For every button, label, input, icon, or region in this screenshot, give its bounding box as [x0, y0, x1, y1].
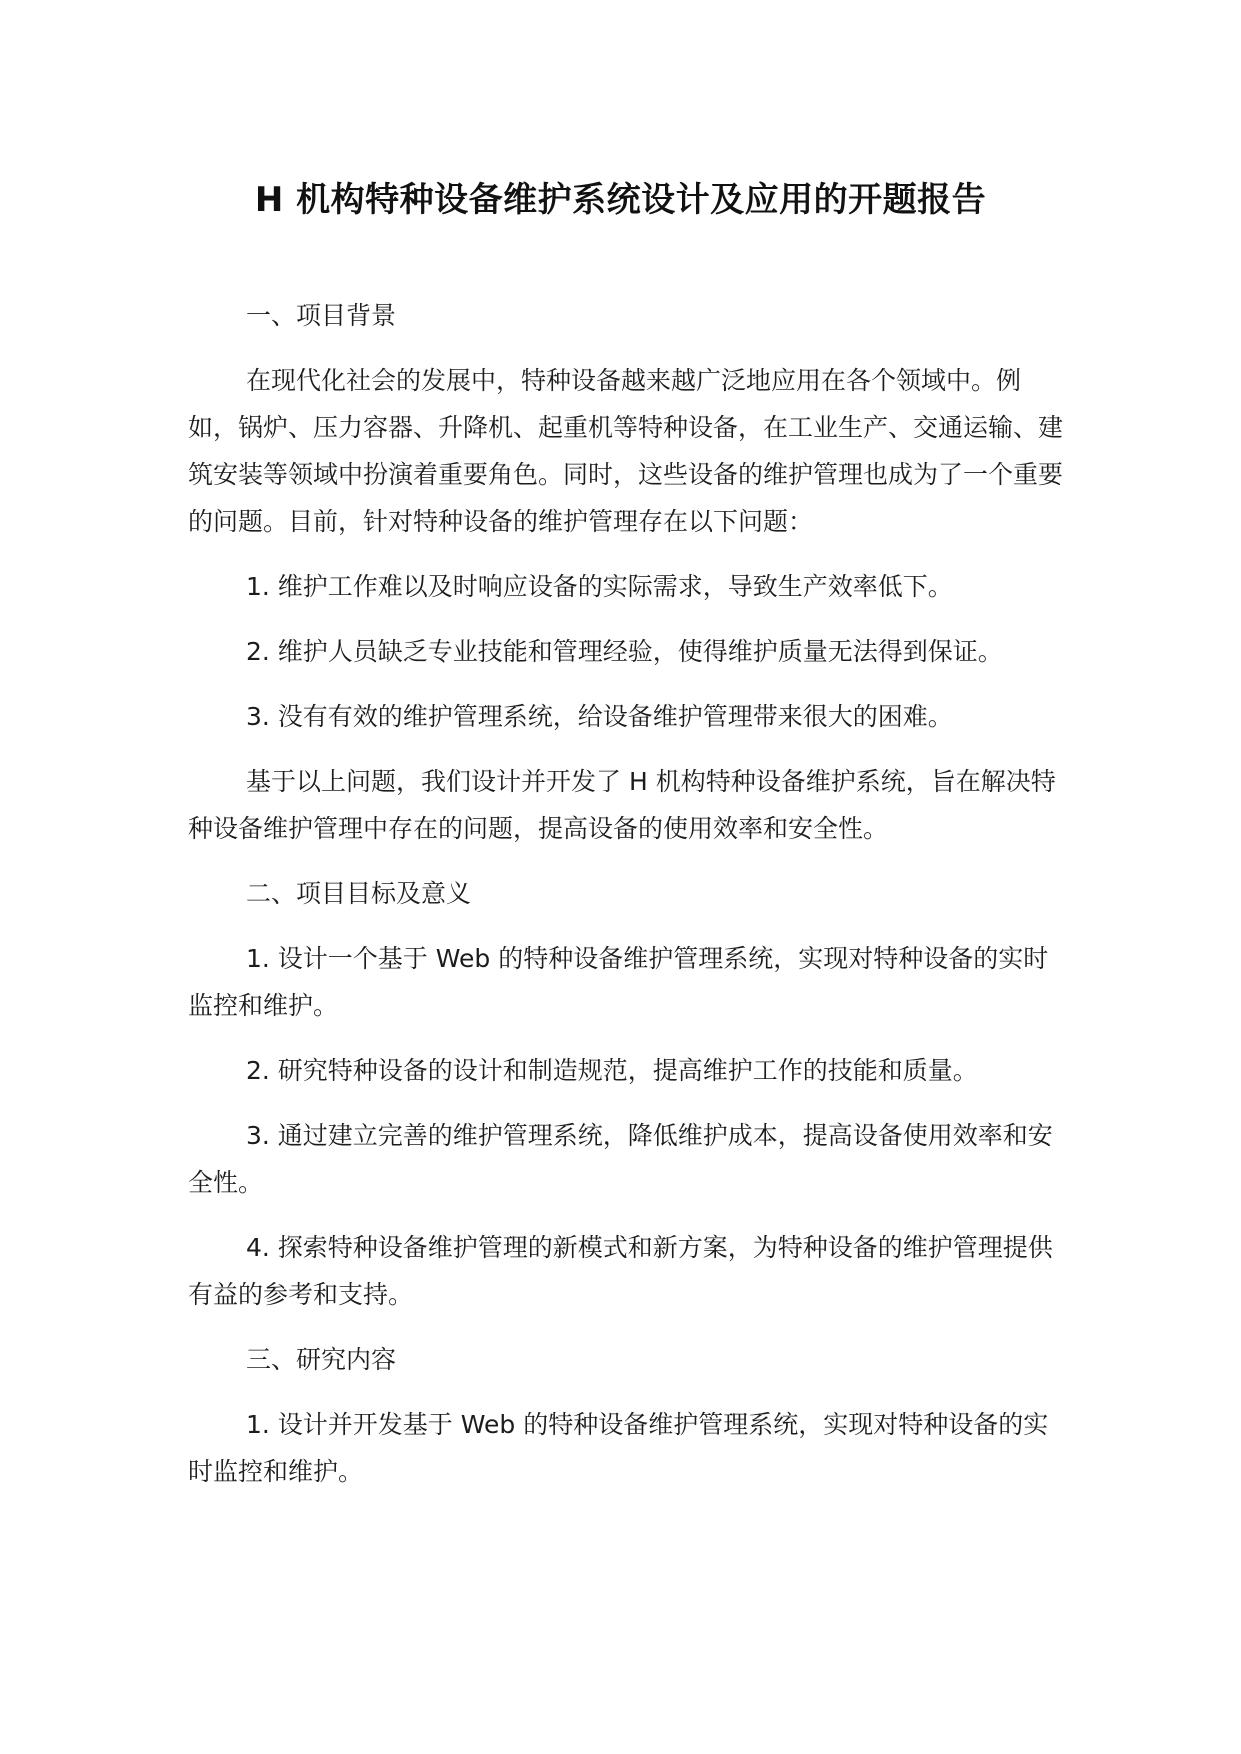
list-item-goal-4: 4. 探索特种设备维护管理的新模式和新方案，为特种设备的维护管理提供有益的参考和支持。 [188, 1233, 1053, 1309]
list-item-problem-3: 3. 没有有效的维护管理系统，给设备维护管理带来很大的困难。 [246, 702, 953, 731]
list-item-research-1: 1. 设计并开发基于 Web 的特种设备维护管理系统，实现对特种设备的实时监控和维护。 [188, 1410, 1049, 1486]
section-heading-goals: 二、项目目标及意义 [246, 879, 472, 908]
paragraph-background-intro: 在现代化社会的发展中，特种设备越来越广泛地应用在各个领域中。例如，锅炉、压力容器、升降机、起重机等特种设备，在工业生产、交通运输、建筑安装等领域中扮演着重要角色。同时，这些设备的维护管理也成为了一个重要的问题。目前，针对特种设备的维护管理存在以下问题： [188, 366, 1064, 536]
document-body [188, 292, 1068, 1513]
list-item-goal-2: 2. 研究特种设备的设计和制造规范，提高维护工作的技能和质量。 [246, 1056, 978, 1085]
paragraph-solution: 基于以上问题，我们设计并开发了 H 机构特种设备维护系统，旨在解决特种设备维护管理中存在的问题，提高设备的使用效率和安全性。 [188, 767, 1056, 843]
list-item-problem-2: 2. 维护人员缺乏专业技能和管理经验，使得维护质量无法得到保证。 [246, 637, 1003, 666]
list-item-problem-1: 1. 维护工作难以及时响应设备的实际需求，导致生产效率低下。 [246, 572, 953, 601]
document-title: H 机构特种设备维护系统设计及应用的开题报告 [254, 180, 987, 220]
list-item-goal-3: 3. 通过建立完善的维护管理系统，降低维护成本，提高设备使用效率和安全性。 [188, 1121, 1053, 1197]
section-heading-background: 一、项目背景 [246, 301, 397, 330]
list-item-goal-1: 1. 设计一个基于 Web 的特种设备维护管理系统，实现对特种设备的实时监控和维护。 [188, 944, 1049, 1020]
section-heading-research: 三、研究内容 [246, 1345, 397, 1374]
